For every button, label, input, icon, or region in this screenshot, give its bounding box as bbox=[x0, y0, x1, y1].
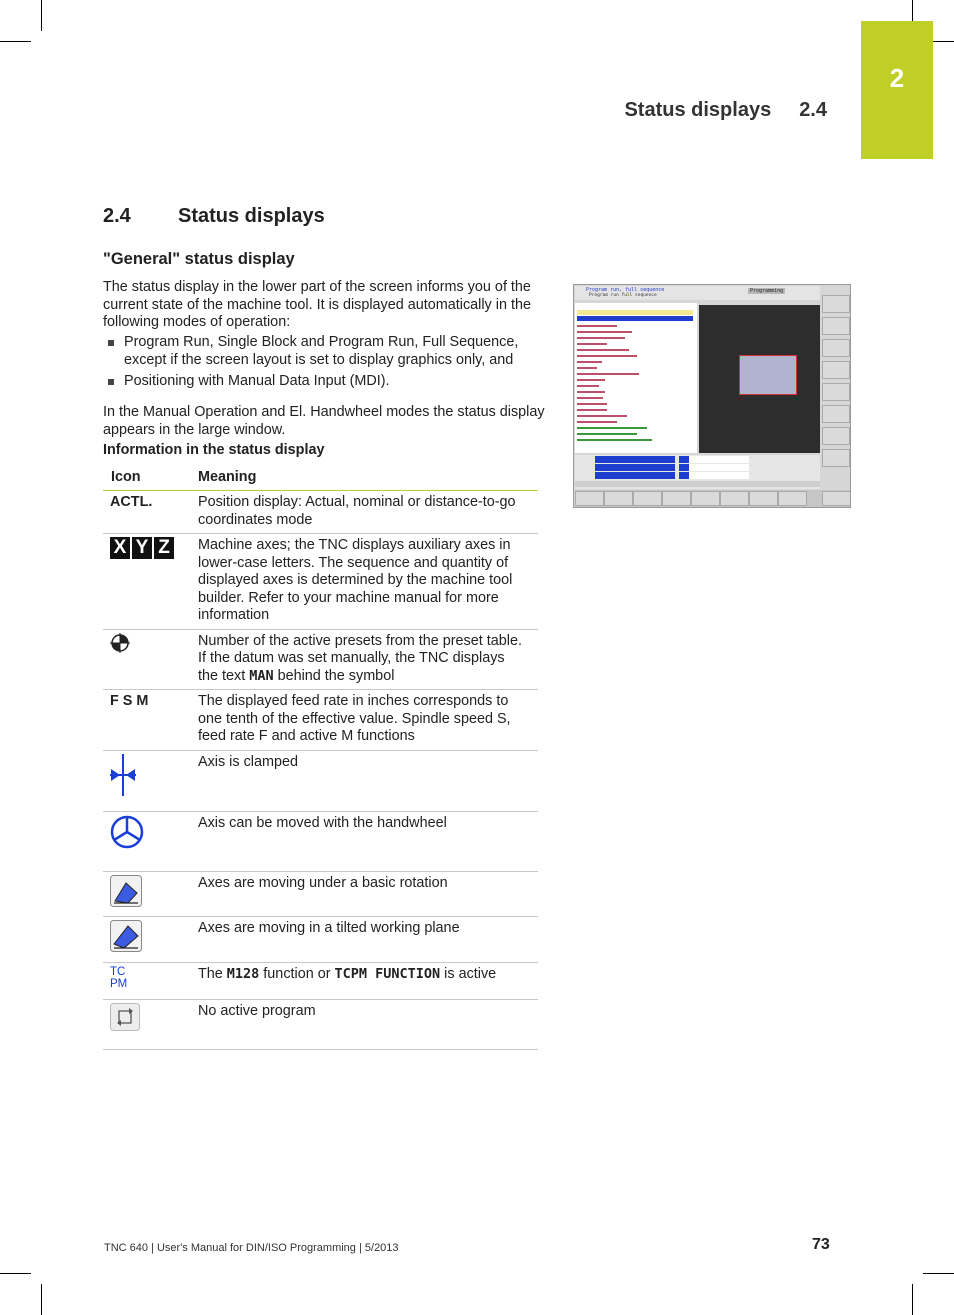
graphics-window bbox=[699, 305, 820, 453]
meaning-text: behind the symbol bbox=[273, 667, 395, 684]
softkey[interactable] bbox=[662, 491, 691, 506]
page-footer: TNC 640 | User's Manual for DIN/ISO Programming | 5/2013 bbox=[104, 1242, 399, 1254]
side-softkey[interactable] bbox=[822, 295, 850, 313]
mode-title: Program run, full sequence bbox=[586, 287, 665, 293]
program-line bbox=[577, 343, 607, 345]
softkey[interactable] bbox=[778, 491, 807, 506]
program-line bbox=[577, 427, 647, 429]
program-line bbox=[577, 331, 632, 333]
softkey[interactable] bbox=[822, 491, 851, 506]
program-line bbox=[577, 367, 597, 369]
crop-mark bbox=[0, 1273, 31, 1274]
crop-mark bbox=[923, 1273, 954, 1274]
xyz-axes-icon bbox=[110, 537, 197, 559]
status-bar bbox=[575, 481, 820, 487]
intro-paragraph: The status display in the lower part of the screen informs you of the current state of the machine tool. It is displayed automatically in the following modes of operation: bbox=[103, 279, 531, 330]
basic-rotation-icon bbox=[110, 875, 142, 907]
m128-code: M128 bbox=[226, 965, 260, 982]
mode-subtitle: Program run full sequence bbox=[589, 293, 657, 298]
table-row bbox=[103, 871, 538, 917]
program-line bbox=[577, 391, 605, 393]
table-row bbox=[103, 962, 538, 999]
side-softkey[interactable] bbox=[822, 405, 850, 423]
crop-mark bbox=[912, 0, 913, 21]
program-line-highlight bbox=[577, 310, 693, 315]
table-row bbox=[103, 491, 538, 534]
program-window bbox=[575, 303, 697, 453]
crop-mark bbox=[912, 1284, 913, 1315]
softkey[interactable] bbox=[691, 491, 720, 506]
table-row bbox=[103, 534, 538, 630]
meaning-text: function or bbox=[259, 965, 335, 982]
workpiece-graphic bbox=[739, 355, 797, 395]
list-item: Positioning with Manual Data Input (MDI). bbox=[103, 373, 543, 391]
programming-mode-label: Programming bbox=[750, 288, 784, 294]
program-line bbox=[577, 373, 639, 375]
row-meaning bbox=[197, 962, 538, 999]
running-head-number: 2.4 bbox=[799, 99, 827, 121]
program-line bbox=[577, 409, 607, 411]
axis-row bbox=[595, 472, 675, 479]
row-meaning: Machine axes; the TNC displays auxiliary axes in lower-case letters. The sequence and quantity of displayed axes is determined by the machine tool builder. Refer to your machine manual for more information bbox=[197, 534, 538, 630]
active-block-bar bbox=[577, 316, 693, 321]
table-row bbox=[103, 629, 538, 690]
program-line bbox=[577, 355, 637, 357]
axis-label bbox=[679, 472, 689, 479]
program-line bbox=[577, 385, 599, 387]
tcpm-icon bbox=[110, 966, 197, 990]
page-number: 73 bbox=[812, 1236, 830, 1253]
row-meaning: Axes are moving in a tilted working plane bbox=[197, 917, 538, 963]
axis-row bbox=[595, 456, 675, 463]
program-line bbox=[577, 415, 627, 417]
row-meaning: Axis can be moved with the handwheel bbox=[197, 811, 538, 871]
meaning-text: Number of the active presets from the preset table. If the datum was set manually, the TNC displays the text bbox=[198, 632, 522, 684]
tcpm-line: TC bbox=[110, 965, 126, 978]
axis-letter: Y bbox=[132, 537, 152, 559]
section-heading bbox=[103, 205, 325, 228]
row-meaning: No active program bbox=[197, 999, 538, 1049]
program-line bbox=[577, 439, 652, 441]
table-row bbox=[103, 999, 538, 1049]
subsection-heading: "General" status display bbox=[103, 250, 295, 268]
meaning-text: is active bbox=[440, 965, 497, 982]
program-line bbox=[577, 361, 602, 363]
side-softkey[interactable] bbox=[822, 427, 850, 445]
softkey[interactable] bbox=[575, 491, 604, 506]
row-meaning: Position display: Actual, nominal or distance-to-go coordinates mode bbox=[197, 491, 538, 534]
list-item: Program Run, Single Block and Program Run, Full Sequence, except if the screen layout is set to display graphics only, and bbox=[103, 334, 543, 369]
softkey[interactable] bbox=[720, 491, 749, 506]
row-meaning: Axis is clamped bbox=[197, 750, 538, 811]
meaning-text: The bbox=[198, 965, 227, 982]
crop-mark bbox=[0, 41, 31, 42]
row-meaning bbox=[197, 629, 538, 690]
axis-value bbox=[689, 456, 749, 463]
table-header-row bbox=[103, 462, 538, 491]
side-softkey[interactable] bbox=[822, 361, 850, 379]
tilted-plane-icon bbox=[110, 920, 142, 952]
program-line bbox=[577, 379, 605, 381]
tnc-screenshot bbox=[573, 284, 851, 508]
manual-note-paragraph: In the Manual Operation and El. Handwheel modes the status display appears in the large window. bbox=[103, 404, 545, 438]
program-line bbox=[577, 397, 603, 399]
vertical-softkeys bbox=[822, 295, 850, 487]
program-line bbox=[577, 325, 617, 327]
tcpm-line: PM bbox=[110, 977, 128, 990]
crop-mark bbox=[41, 1284, 42, 1315]
axis-label bbox=[679, 456, 689, 463]
tcpm-function-code: TCPM FUNCTION bbox=[334, 965, 441, 982]
program-line bbox=[577, 403, 607, 405]
modes-list bbox=[103, 334, 543, 395]
softkey[interactable] bbox=[633, 491, 662, 506]
side-softkey[interactable] bbox=[822, 317, 850, 335]
header-meaning: Meaning bbox=[197, 462, 538, 491]
table-row bbox=[103, 917, 538, 963]
fsm-label: F S M bbox=[103, 690, 197, 751]
program-line bbox=[577, 421, 617, 423]
handwheel-icon bbox=[110, 815, 144, 849]
softkey[interactable] bbox=[604, 491, 633, 506]
program-line bbox=[577, 349, 629, 351]
axis-letter: X bbox=[110, 537, 130, 559]
table-row bbox=[103, 750, 538, 811]
man-code: MAN bbox=[249, 667, 274, 684]
chapter-tab: 2 bbox=[861, 21, 933, 159]
axis-clamped-icon bbox=[110, 754, 136, 796]
table-row bbox=[103, 811, 538, 871]
section-number: 2.4 bbox=[103, 205, 131, 227]
axis-value bbox=[689, 472, 749, 479]
softkey-row bbox=[575, 490, 850, 507]
actl-label: ACTL. bbox=[103, 491, 197, 534]
row-meaning: The displayed feed rate in inches corresponds to one tenth of the effective value. Spindle speed S, feed rate F and active M functions bbox=[197, 690, 538, 751]
row-meaning: Axes are moving under a basic rotation bbox=[197, 871, 538, 917]
table-title: Information in the status display bbox=[103, 442, 325, 458]
section-title: Status displays bbox=[178, 205, 325, 227]
side-softkey[interactable] bbox=[822, 383, 850, 401]
axis-label bbox=[679, 464, 689, 471]
crop-mark bbox=[41, 0, 42, 31]
running-head-title: Status displays bbox=[624, 99, 772, 121]
axis-letter: Z bbox=[154, 537, 174, 559]
running-head bbox=[624, 99, 827, 122]
side-softkey[interactable] bbox=[822, 339, 850, 357]
status-info-table bbox=[103, 462, 538, 1050]
program-line bbox=[577, 337, 625, 339]
header-icon: Icon bbox=[103, 462, 197, 491]
no-active-program-icon bbox=[110, 1003, 140, 1031]
side-softkey[interactable] bbox=[822, 449, 850, 467]
axis-value bbox=[689, 464, 749, 471]
program-line bbox=[577, 433, 637, 435]
softkey[interactable] bbox=[749, 491, 778, 506]
preset-datum-icon bbox=[110, 633, 130, 653]
axis-row bbox=[595, 464, 675, 471]
table-row bbox=[103, 690, 538, 751]
